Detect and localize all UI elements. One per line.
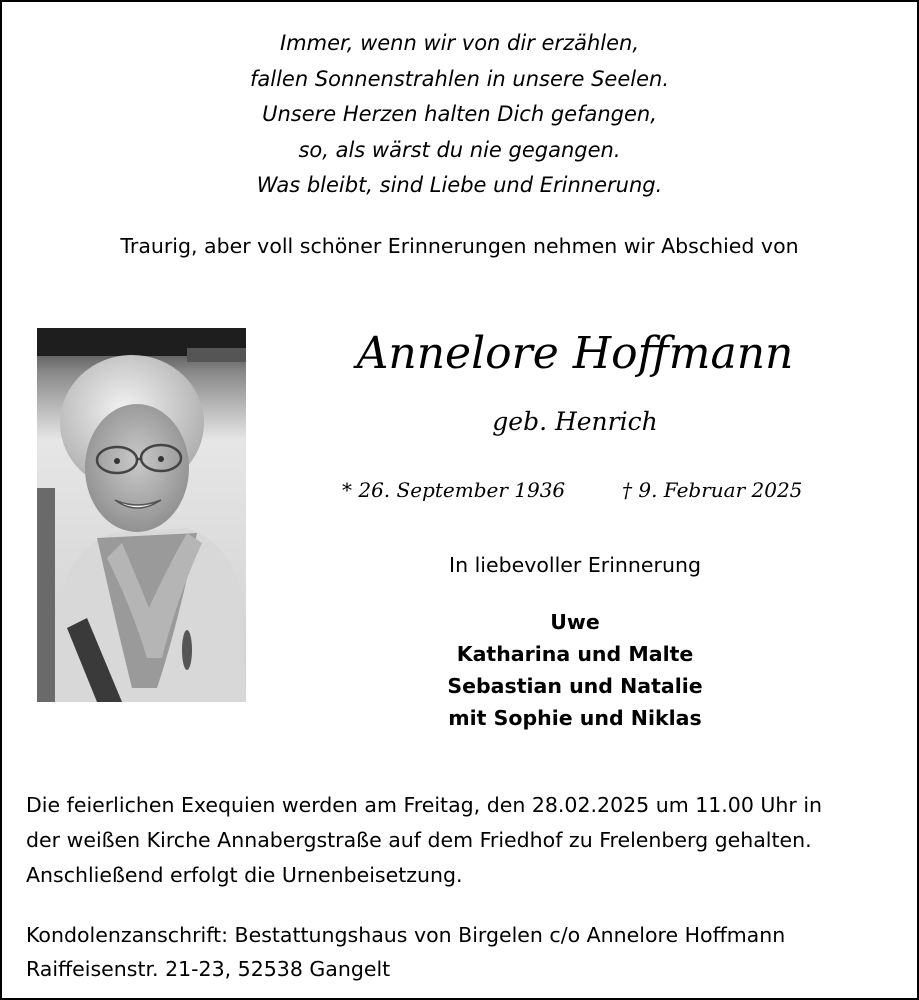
portrait-photo-icon: [37, 328, 246, 702]
address-line: Raiffeisenstr. 21-23, 52538 Gangelt: [26, 957, 391, 981]
maiden-name: geb. Henrich: [492, 407, 658, 436]
poem: [2, 26, 917, 204]
poem-line: so, als wärst du nie gegangen.: [298, 137, 621, 162]
service-line: der weißen Kirche Annabergstraße auf dem Friedhof zu Frelenberg gehalten.: [26, 828, 812, 852]
family-member: Katharina und Malte: [456, 642, 694, 666]
intro-text: Traurig, aber voll schöner Erinnerungen nehmen wir Abschied von: [120, 234, 799, 258]
deceased-name: Annelore Hoffmann: [356, 328, 794, 379]
family-member: Sebastian und Natalie: [447, 674, 703, 698]
poem-line: Was bleibt, sind Liebe und Erinnerung.: [256, 173, 663, 197]
family-list: [302, 606, 848, 734]
service-info: [26, 788, 906, 893]
service-line: Anschließend erfolgt die Urnenbeisetzung.: [26, 863, 463, 887]
family-member: mit Sophie und Niklas: [448, 706, 702, 730]
poem-line: Immer, wenn wir von dir erzählen,: [279, 31, 640, 55]
birth-date: * 26. September 1936: [342, 478, 566, 502]
poem-line: Unsere Herzen halten Dich gefangen,: [262, 102, 657, 126]
poem-line: fallen Sonnenstrahlen in unsere Seelen.: [249, 66, 670, 91]
family-member: Uwe: [550, 610, 600, 634]
death-date: † 9. Februar 2025: [622, 478, 803, 502]
service-line: Die feierlichen Exequien werden am Freitag, den 28.02.2025 um 11.00 Uhr in: [26, 793, 823, 817]
condolence-address: [26, 918, 906, 986]
address-line: Kondolenzanschrift: Bestattungshaus von Birgelen c/o Annelore Hoffmann: [26, 923, 786, 947]
portrait-photo: [37, 328, 246, 702]
memory-line: In liebevoller Erinnerung: [449, 553, 701, 577]
